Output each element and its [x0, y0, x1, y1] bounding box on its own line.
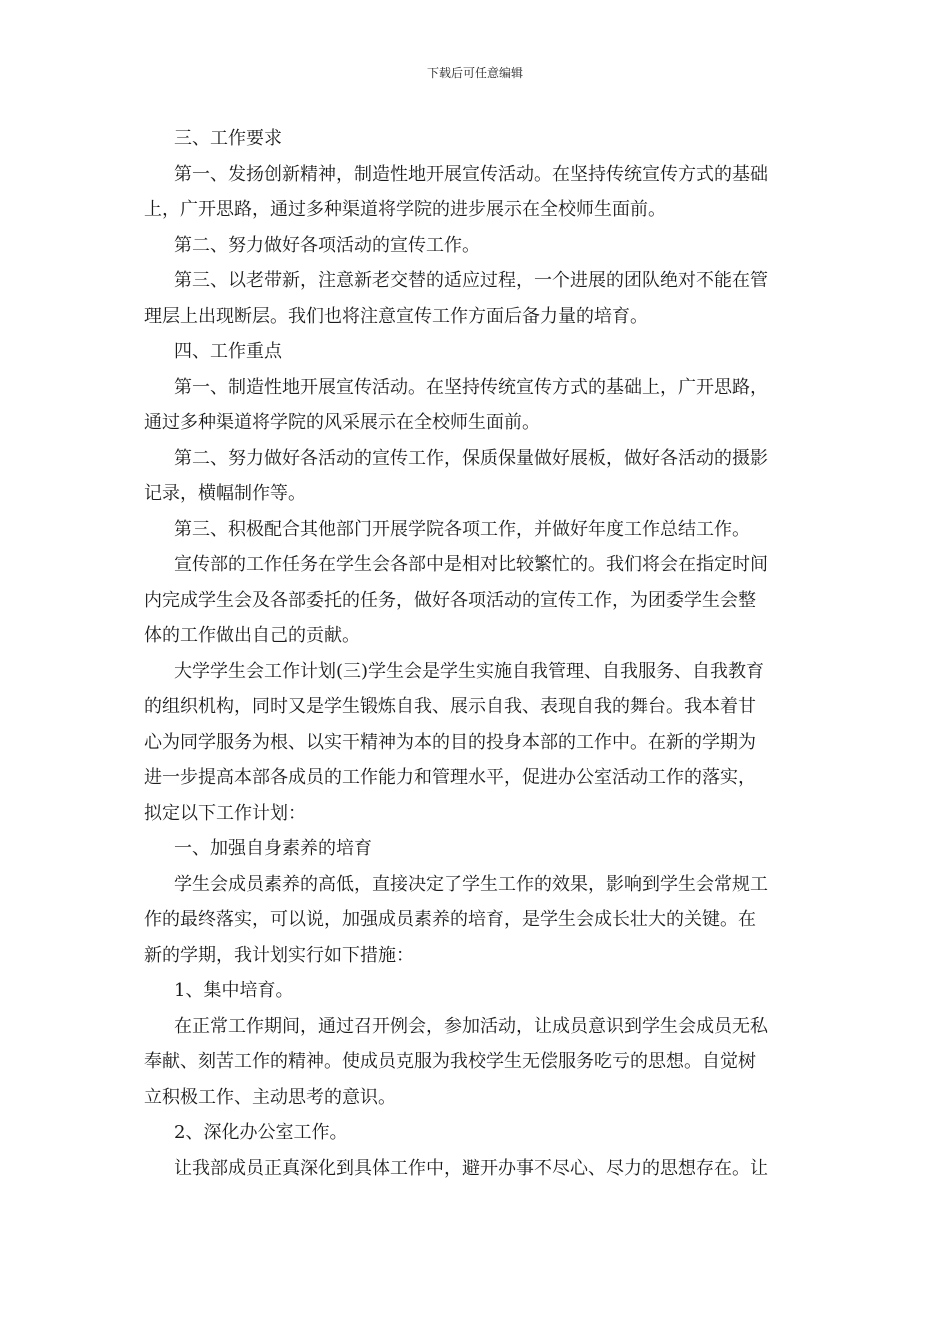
- paragraph: 让我部成员正真深化到具体工作中，避开办事不尽心、尽力的思想存在。让: [174, 1157, 768, 1179]
- paragraph: 第三、以老带新，注意新老交替的适应过程，一个进展的团队绝对不能在管 理层上出现断层。我们也将注意宣传工作方面后备力量的培育。: [144, 270, 768, 327]
- page-header-note: 下载后可任意编辑: [426, 66, 523, 80]
- list-heading-office-work: 2、深化办公室工作。: [174, 1122, 348, 1143]
- section-heading-work-focus: 四、工作重点: [174, 341, 282, 362]
- paragraph: 大学学生会工作计划(三)学生会是学生实施自我管理、自我服务、自我教育 的组织机构，同时又是学生锻炼自我、展示自我、表现自我的舞台。我本着甘 心为同学服务为根、以实干精神为本的目的投身本部的工作中。在新的学期为 进一步提高本部各成员的工作能力和管理水平，促进办公室活动工作的落实， 拟定以下工作计划：: [144, 660, 765, 824]
- paragraph: 第一、制造性地开展宣传活动。在坚持传统宣传方式的基础上，广开思路， 通过多种渠道将学院的风采展示在全校师生面前。: [144, 376, 768, 433]
- paragraph: 学生会成员素养的高低，直接决定了学生工作的效果，影响到学生会常规工 作的最终落实，可以说，加强成员素养的培育，是学生会成长壮大的关键。在 新的学期，我计划实行如下措施：: [144, 873, 768, 966]
- paragraph: 第二、努力做好各活动的宣传工作，保质保量做好展板，做好各活动的摄影 记录，横幅制作等。: [144, 447, 768, 504]
- section-heading-self-cultivation: 一、加强自身素养的培育: [174, 838, 372, 859]
- paragraph: 第二、努力做好各项活动的宣传工作。: [174, 234, 480, 256]
- paragraph: 第三、积极配合其他部门开展学院各项工作，并做好年度工作总结工作。: [174, 518, 750, 540]
- document-body: [144, 121, 810, 1186]
- paragraph: 宣传部的工作任务在学生会各部中是相对比较繁忙的。我们将会在指定时间 内完成学生会及各部委托的任务，做好各项活动的宣传工作，为团委学生会整 体的工作做出自己的贡献。: [144, 554, 768, 646]
- paragraph: 在正常工作期间，通过召开例会，参加活动，让成员意识到学生会成员无私 奉献、刻苦工作的精神。使成员克服为我校学生无偿服务吃亏的思想。自觉树 立积极工作、主动思考的意识。: [144, 1015, 768, 1108]
- list-heading-centralized-training: 1、集中培育。: [174, 980, 294, 1001]
- paragraph: 第一、发扬创新精神，制造性地开展宣传活动。在坚持传统宣传方式的基础 上，广开思路，通过多种渠道将学院的进步展示在全校师生面前。: [144, 163, 768, 220]
- section-heading-work-requirements: 三、工作要求: [174, 128, 282, 149]
